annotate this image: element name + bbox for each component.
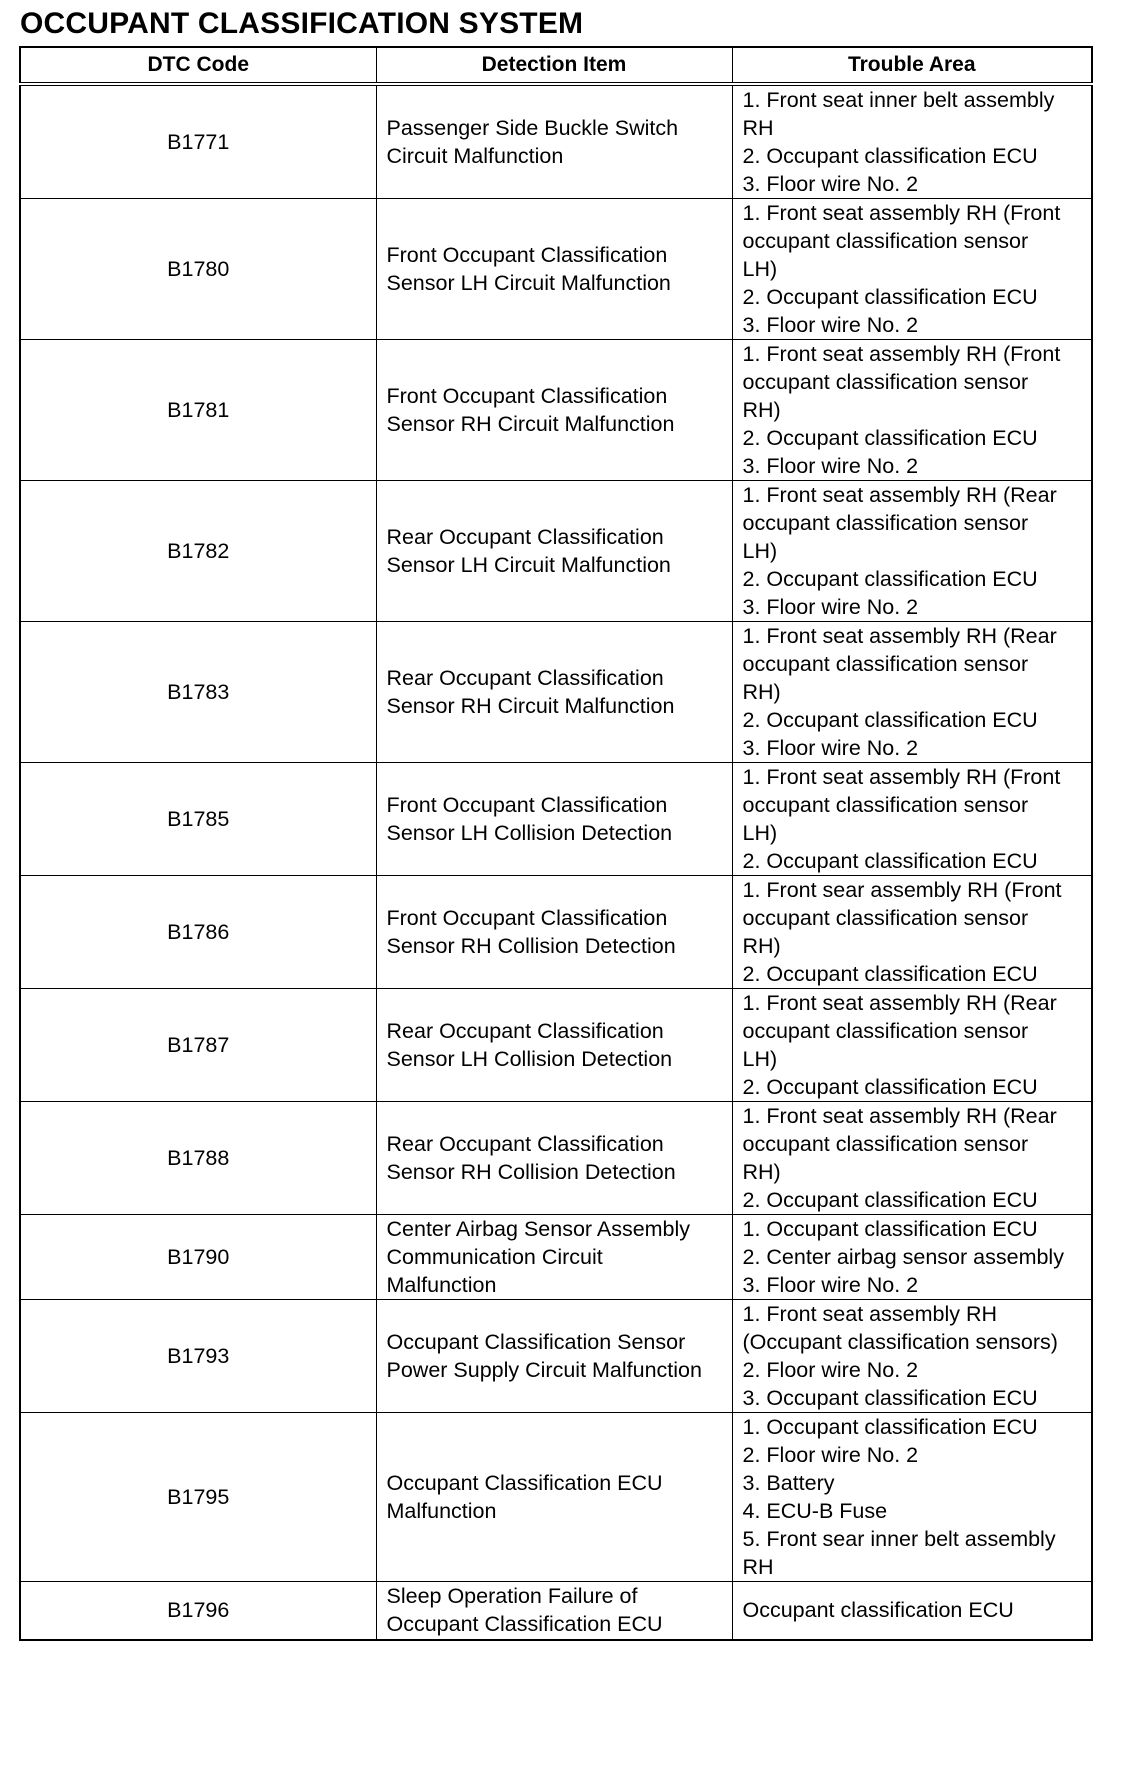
detection-item-cell (376, 989, 732, 1102)
table-row (20, 622, 1092, 763)
dtc-code-cell: B1786 (20, 876, 376, 989)
detection-item-line: Sensor LH Collision Detection (386, 1047, 673, 1071)
trouble-area-line: 1. Front seat assembly RH (Rear (742, 1104, 1057, 1128)
trouble-area-cell (732, 84, 1092, 199)
detection-item-line: Sensor RH Collision Detection (386, 1160, 676, 1184)
trouble-area-line: 1. Front seat assembly RH (Front (742, 765, 1061, 789)
trouble-area-cell (732, 763, 1092, 876)
dtc-code-cell: B1790 (20, 1215, 376, 1300)
trouble-area-line: RH) (742, 934, 781, 958)
detection-item-line: Power Supply Circuit Malfunction (386, 1358, 702, 1382)
header-trouble-area: Trouble Area (732, 47, 1092, 84)
detection-item-cell (376, 1300, 732, 1413)
detection-item-line: Communication Circuit (386, 1245, 603, 1269)
detection-item-cell (376, 1215, 732, 1300)
trouble-area-line: occupant classification sensor (742, 511, 1029, 535)
trouble-area-line: 2. Center airbag sensor assembly (742, 1245, 1064, 1269)
dtc-code-cell: B1780 (20, 199, 376, 340)
table-row (20, 1413, 1092, 1582)
trouble-area-cell (732, 481, 1092, 622)
detection-item-cell (376, 481, 732, 622)
trouble-area-line: RH) (742, 1160, 781, 1184)
trouble-area-cell (732, 1300, 1092, 1413)
trouble-area-line: 1. Front seat assembly RH (Rear (742, 991, 1057, 1015)
trouble-area-line: 2. Floor wire No. 2 (742, 1358, 919, 1382)
trouble-area-line: 1. Front seat assembly RH (Front (742, 342, 1061, 366)
dtc-table (19, 46, 1093, 1641)
table-row (20, 876, 1092, 989)
detection-item-cell (376, 763, 732, 876)
detection-item-line: Occupant Classification Sensor (386, 1330, 686, 1354)
trouble-area-line: 3. Occupant classification ECU (742, 1386, 1038, 1410)
trouble-area-line: 1. Front seat assembly RH (742, 1302, 998, 1326)
dtc-code-cell: B1785 (20, 763, 376, 876)
trouble-area-line: 1. Front seat assembly RH (Rear (742, 624, 1057, 648)
table-body (20, 84, 1092, 1640)
trouble-area-cell (732, 1582, 1092, 1640)
trouble-area-line: 2. Occupant classification ECU (742, 426, 1038, 450)
detection-item-cell (376, 1413, 732, 1582)
detection-item-line: Front Occupant Classification (386, 793, 668, 817)
trouble-area-line: 1. Front seat inner belt assembly (742, 88, 1055, 112)
trouble-area-line: LH) (742, 257, 778, 281)
table-row (20, 199, 1092, 340)
trouble-area-line: RH (742, 1555, 774, 1579)
dtc-code-cell: B1788 (20, 1102, 376, 1215)
trouble-area-line: 2. Occupant classification ECU (742, 144, 1038, 168)
detection-item-line: Center Airbag Sensor Assembly (386, 1217, 691, 1241)
detection-item-cell (376, 199, 732, 340)
trouble-area-cell (732, 340, 1092, 481)
trouble-area-line: occupant classification sensor (742, 229, 1029, 253)
trouble-area-line: 2. Occupant classification ECU (742, 1075, 1038, 1099)
detection-item-cell (376, 622, 732, 763)
dtc-code-cell: B1787 (20, 989, 376, 1102)
trouble-area-line: RH) (742, 680, 781, 704)
trouble-area-line: 4. ECU-B Fuse (742, 1499, 888, 1523)
table-row (20, 1215, 1092, 1300)
detection-item-cell (376, 1102, 732, 1215)
dtc-code-cell: B1782 (20, 481, 376, 622)
trouble-area-cell (732, 1102, 1092, 1215)
trouble-area-line: occupant classification sensor (742, 652, 1029, 676)
trouble-area-cell (732, 199, 1092, 340)
trouble-area-line: 3. Floor wire No. 2 (742, 313, 919, 337)
detection-item-line: Occupant Classification ECU (386, 1471, 663, 1495)
trouble-area-line: occupant classification sensor (742, 1019, 1029, 1043)
trouble-area-line: LH) (742, 821, 778, 845)
detection-item-line: Sensor LH Collision Detection (386, 821, 673, 845)
trouble-area-line: 2. Occupant classification ECU (742, 962, 1038, 986)
detection-item-line: Sensor RH Circuit Malfunction (386, 412, 675, 436)
dtc-code-cell: B1793 (20, 1300, 376, 1413)
trouble-area-line: occupant classification sensor (742, 906, 1029, 930)
trouble-area-line: 3. Floor wire No. 2 (742, 1273, 919, 1297)
trouble-area-line: (Occupant classification sensors) (742, 1330, 1058, 1354)
trouble-area-line: RH) (742, 398, 781, 422)
table-row (20, 481, 1092, 622)
dtc-code-cell: B1781 (20, 340, 376, 481)
detection-item-line: Front Occupant Classification (386, 906, 668, 930)
table-row (20, 1582, 1092, 1640)
trouble-area-line: 1. Front sear assembly RH (Front (742, 878, 1062, 902)
detection-item-line: Malfunction (386, 1499, 497, 1523)
trouble-area-cell (732, 876, 1092, 989)
trouble-area-cell (732, 989, 1092, 1102)
trouble-area-line: LH) (742, 539, 778, 563)
detection-item-line: Passenger Side Buckle Switch (386, 116, 679, 140)
table-row (20, 989, 1092, 1102)
detection-item-cell (376, 340, 732, 481)
dtc-code-cell: B1796 (20, 1582, 376, 1640)
trouble-area-cell (732, 622, 1092, 763)
trouble-area-line: 2. Occupant classification ECU (742, 849, 1038, 873)
page-title: OCCUPANT CLASSIFICATION SYSTEM (20, 7, 584, 40)
trouble-area-line: Occupant classification ECU (742, 1598, 1014, 1623)
table-row (20, 763, 1092, 876)
table-row (20, 340, 1092, 481)
trouble-area-line: 2. Floor wire No. 2 (742, 1443, 919, 1467)
detection-item-line: Rear Occupant Classification (386, 1132, 664, 1156)
table-row (20, 1300, 1092, 1413)
table-row (20, 1102, 1092, 1215)
header-dtc-code: DTC Code (20, 47, 376, 84)
table-header-row (20, 47, 1092, 84)
trouble-area-line: occupant classification sensor (742, 370, 1029, 394)
trouble-area-line: 1. Front seat assembly RH (Rear (742, 483, 1057, 507)
trouble-area-line: 2. Occupant classification ECU (742, 567, 1038, 591)
trouble-area-line: 3. Floor wire No. 2 (742, 736, 919, 760)
table-row (20, 84, 1092, 199)
trouble-area-line: 2. Occupant classification ECU (742, 1188, 1038, 1212)
detection-item-line: Front Occupant Classification (386, 384, 668, 408)
detection-item-cell (376, 876, 732, 989)
trouble-area-line: 5. Front sear inner belt assembly (742, 1527, 1056, 1551)
trouble-area-line: RH (742, 116, 774, 140)
detection-item-line: Circuit Malfunction (386, 144, 564, 168)
detection-item-cell (376, 84, 732, 199)
trouble-area-line: 3. Floor wire No. 2 (742, 454, 919, 478)
detection-item-line: Rear Occupant Classification (386, 666, 664, 690)
detection-item-line: Sensor LH Circuit Malfunction (386, 271, 671, 295)
trouble-area-line: 2. Occupant classification ECU (742, 285, 1038, 309)
detection-item-line: Sensor RH Collision Detection (386, 934, 676, 958)
trouble-area-line: 1. Occupant classification ECU (742, 1415, 1038, 1439)
detection-item-line: Sensor LH Circuit Malfunction (386, 553, 671, 577)
trouble-area-line: 1. Occupant classification ECU (742, 1217, 1038, 1241)
trouble-area-cell (732, 1413, 1092, 1582)
detection-item-cell (376, 1582, 732, 1640)
dtc-code-cell: B1771 (20, 84, 376, 199)
trouble-area-line: LH) (742, 1047, 778, 1071)
trouble-area-line: occupant classification sensor (742, 1132, 1029, 1156)
detection-item-line: Sleep Operation Failure of (386, 1584, 638, 1609)
trouble-area-line: 2. Occupant classification ECU (742, 708, 1038, 732)
trouble-area-line: 3. Floor wire No. 2 (742, 172, 919, 196)
detection-item-line: Rear Occupant Classification (386, 525, 664, 549)
detection-item-line: Malfunction (386, 1273, 497, 1297)
trouble-area-line: 3. Floor wire No. 2 (742, 595, 919, 619)
trouble-area-cell (732, 1215, 1092, 1300)
detection-item-line: Front Occupant Classification (386, 243, 668, 267)
detection-item-line: Rear Occupant Classification (386, 1019, 664, 1043)
dtc-code-cell: B1795 (20, 1413, 376, 1582)
detection-item-line: Sensor RH Circuit Malfunction (386, 694, 675, 718)
header-detection-item: Detection Item (376, 47, 732, 84)
trouble-area-line: 1. Front seat assembly RH (Front (742, 201, 1061, 225)
trouble-area-line: occupant classification sensor (742, 793, 1029, 817)
dtc-code-cell: B1783 (20, 622, 376, 763)
trouble-area-line: 3. Battery (742, 1471, 835, 1495)
detection-item-line: Occupant Classification ECU (386, 1612, 663, 1637)
